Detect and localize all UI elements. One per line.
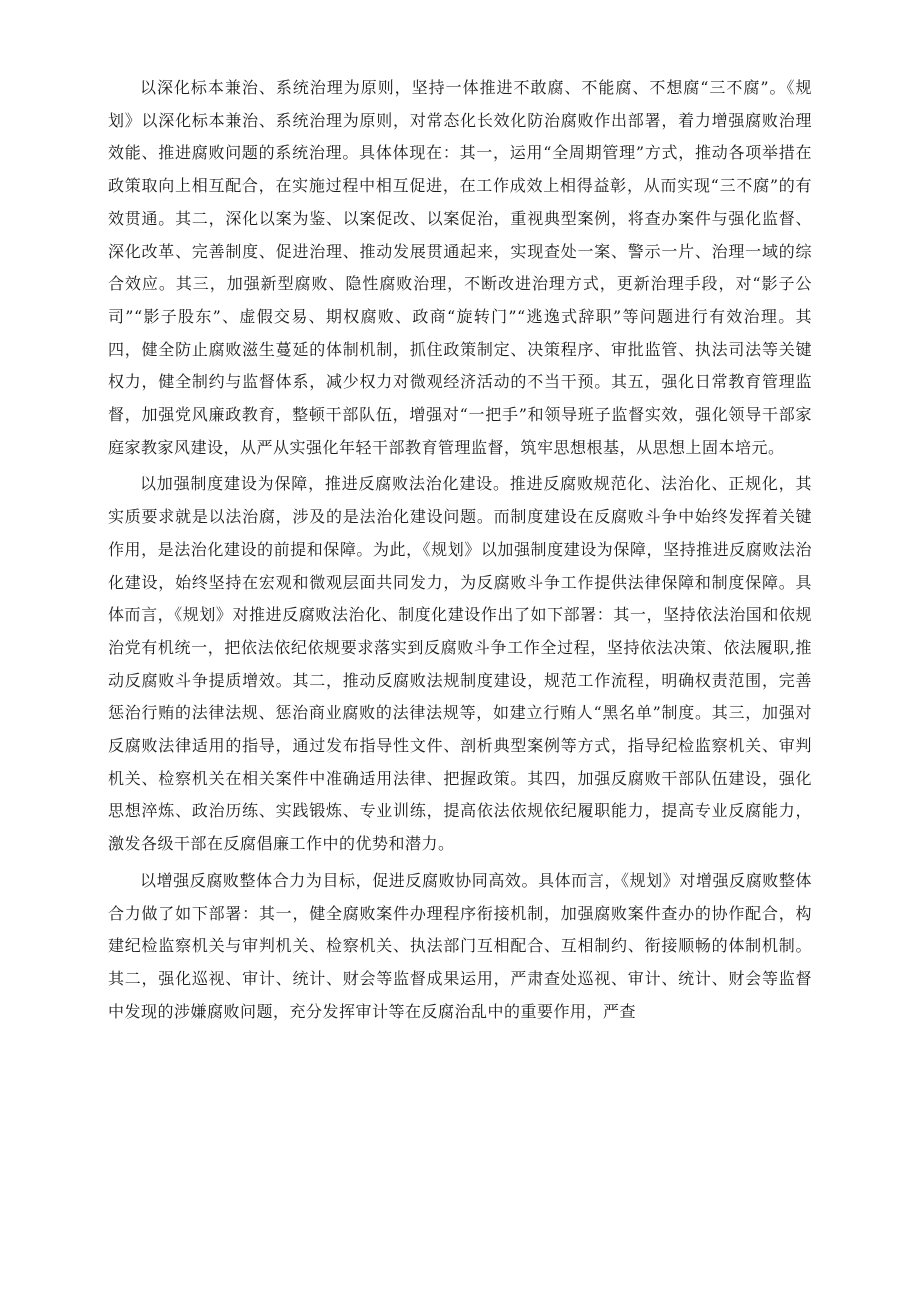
- paragraph-3: 以增强反腐败整体合力为目标，促进反腐败协同高效。具体而言，《规划》对增强反腐败整体合力做了如下部署：其一，健全腐败案件办理程序衔接机制，加强腐败案件查办的协作配合，构建纪检监察机关与审判机关、检察机关、执法部门互相配合、互相制约、衔接顺畅的体制机制。其二，强化巡视、审计、统计、财会等监督成果运用，严肃查处巡视、审计、统计、财会等监督中发现的涉嫌腐败问题，充分发挥审计等在反腐治乱中的重要作用，严查: [108, 870, 812, 1021]
- document-body: [108, 72, 812, 1032]
- paragraph-1: 以深化标本兼治、系统治理为原则，坚持一体推进不敢腐、不能腐、不想腐“三不腐”。《规划》以深化标本兼治、系统治理为原则，对常态化长效化防治腐败作出部署，着力增强腐败治理效能、推进腐败问题的系统治理。具体体现在：其一，运用“全周期管理”方式，推动各项举措在政策取向上相互配合，在实施过程中相互促进，在工作成效上相得益彰，从而实现“三不腐”的有效贯通。其二，深化以案为鉴、以案促改、以案促治，重视典型案例，将查办案件与强化监督、深化改革、完善制度、促进治理、推动发展贯通起来，实现查处一案、警示一片、治理一域的综合效应。其三，加强新型腐败、隐性腐败治理，不断改进治理方式，更新治理手段，对“影子公司”“影子股东”、虚假交易、期权腐败、政商“旋转门”“逃逸式辞职”等问题进行有效治理。其四，健全防止腐败滋生蔓延的体制机制，抓住政策制定、决策程序、审批监管、执法司法等关键权力，健全制约与监督体系，减少权力对微观经济活动的不当干预。其五，强化日常教育管理监督，加强党风廉政教育，整顿干部队伍，增强对“一把手”和领导班子监督实效，强化领导干部家庭家教家风建设，从严从实强化年轻干部教育管理监督，筑牢思想根基，从思想上固本培元。: [108, 78, 812, 457]
- paragraph-2: 以加强制度建设为保障，推进反腐败法治化建设。推进反腐败规范化、法治化、正规化，其实质要求就是以法治腐，涉及的是法治化建设问题。而制度建设在反腐败斗争中始终发挥着关键作用，是法治化建设的前提和保障。为此，《规划》以加强制度建设为保障，坚持推进反腐败法治化建设，始终坚持在宏观和微观层面共同发力，为反腐败斗争工作提供法律保障和制度保障。具体而言，《规划》对推进反腐败法治化、制度化建设作出了如下部署：其一，坚持依法治国和依规治党有机统一，把依法依纪依规要求落实到反腐败斗争工作全过程，坚持依法决策、依法履职,推动反腐败斗争提质增效。其二，推动反腐败法规制度建设，规范工作流程，明确权责范围，完善惩治行贿的法律法规、惩治商业腐败的法律法规等，如建立行贿人“黑名单”制度。其三，加强对反腐败法律适用的指导，通过发布指导性文件、剖析典型案例等方式，指导纪检监察机关、审判机关、检察机关在相关案件中准确适用法律、把握政策。其四，加强反腐败干部队伍建设，强化思想淬炼、政治历练、实践锻炼、专业训练，提高依法依规依纪履职能力，提高专业反腐能力，激发各级干部在反腐倡廉工作中的优势和潜力。: [108, 474, 812, 854]
